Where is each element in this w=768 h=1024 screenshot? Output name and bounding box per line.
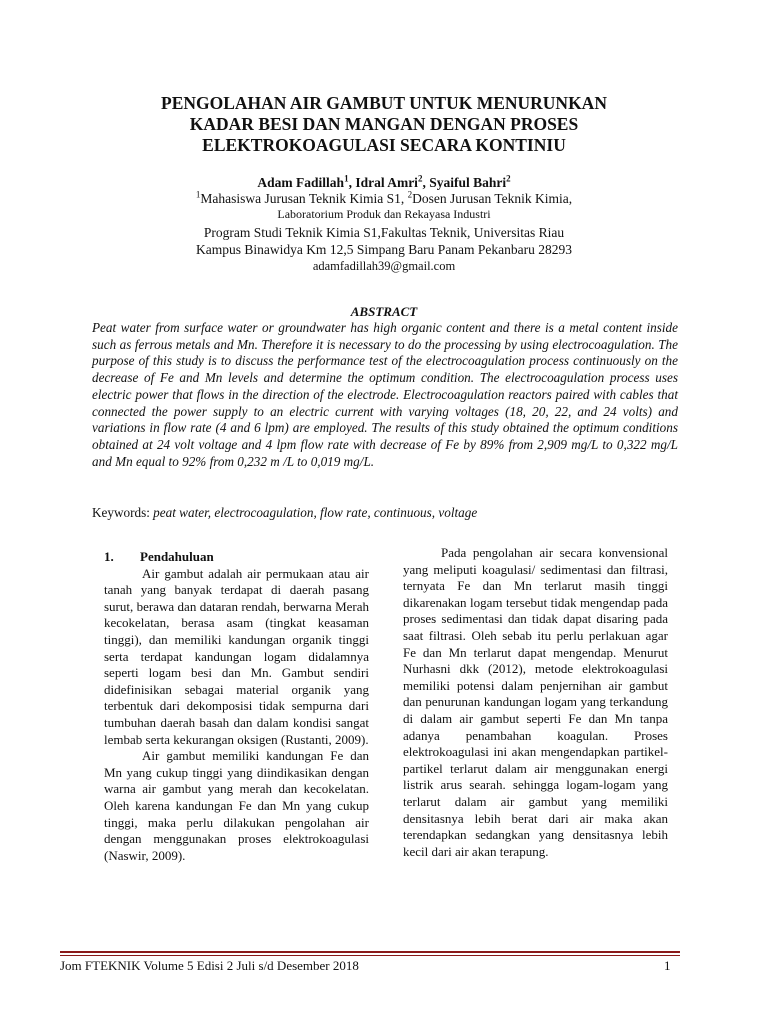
footer-rule-thick — [60, 951, 680, 953]
title-line-3: ELEKTROKOAGULASI SECARA KONTINIU — [202, 135, 566, 155]
paragraph-1: Air gambut adalah air permukaan atau air tanah yang banyak terdapat di daerah pasang surut, berawa dan dataran rendah, berwarna Merah kecokelatan, berasa asam (tingkat keasaman tinggi), dan memiliki kandungan organik tinggi serta terdapat kandungan logam didalamnya seperti logam besi dan Mn. Gambut sendiri didefinisikan sebagai material organik yang terbentuk dari dekomposisi tidak sempurna dari tumbuhan daerah basah dan dalam kondisi sangat lembab serta kekurangan oksigen (Rustanti, 2009). — [104, 565, 369, 747]
keywords-label: Keywords: — [92, 505, 154, 520]
affiliation-line-1: $^1$Mahasiswa Jurusan Teknik Kimia S1, $^2$Dosen Jurusan Teknik Kimia, — [195, 189, 573, 206]
keywords-list: peat water, electrocoagulation, flow rate, continuous, voltage — [153, 505, 478, 520]
author-1: Adam Fadillah — [257, 175, 345, 190]
section-heading — [104, 549, 369, 566]
footer-rule-thin — [60, 955, 680, 956]
keywords-line — [92, 505, 678, 521]
section-title: Pendahuluan — [140, 549, 214, 564]
footer-journal: Jom FTEKNIK Volume 5 Edisi 2 Juli s/d Desember 2018 — [60, 958, 359, 973]
author-list: Adam Fadillah$^1$, Idral Amri$^2$, Syaiful Bahri$^2$ — [257, 173, 511, 190]
title-line-1: PENGOLAHAN AIR GAMBUT UNTUK MENURUNKAN — [161, 93, 607, 113]
left-column — [104, 549, 369, 864]
abstract-heading: ABSTRACT — [350, 304, 418, 319]
title-line-2: KADAR BESI DAN MANGAN DENGAN PROSES — [189, 114, 579, 134]
paper-title — [60, 93, 708, 156]
author-email: adamfadillah39@gmail.com — [312, 259, 456, 273]
page-number: 1 — [664, 958, 671, 973]
abstract-body: Peat water from surface water or groundwater has high organic content and there is a metal content inside such as ferrous metals and Mn. Therefore it is necessary to do the processing by using electrocoagulation. The purpose of this study is to discuss the performance test of the electrocoagulation process continuously on the decrease of Fe and Mn levels and determine the optimum condition. The electrocoagulation process uses electric power that flows in the direction of the electrode. Electrocoagulation reactors paired with cables that connected the power supply to an electric current with varying voltages (18, 20, 22, and 24 volts) and variations in flow rate (4 and 6 lpm) are employed. The results of this study obtained the optimum conditions obtained at 24 volt voltage and 4 lpm flow rate with decrease of Fe by 89% from 2,909 mg/L to 0,322 mg/L and Mn equal to 92% from 0,232 m /L to 0,019 mg/L. — [92, 320, 678, 469]
author-2: Idral Amri — [355, 175, 418, 190]
author-3: Syaiful Bahri — [429, 175, 507, 190]
paragraph-2: Air gambut memiliki kandungan Fe dan Mn yang cukup tinggi yang diindikasikan dengan warna air gambut yang merah dan kecokelatan. Oleh karena kandungan Fe dan Mn yang cukup tinggi, maka perlu dilakukan pengolahan air dengan menggunakan proses elektrokoagulasi (Naswir, 2009). — [104, 748, 369, 863]
affiliation-line-2: Laboratorium Produk dan Rekayasa Industri — [277, 207, 491, 221]
right-column — [403, 545, 668, 860]
section-number: 1. — [104, 549, 114, 564]
affiliation-line-3: Program Studi Teknik Kimia S1,Fakultas Teknik, Universitas Riau — [203, 225, 565, 240]
affiliation-line-4: Kampus Binawidya Km 12,5 Simpang Baru Panam Pekanbaru 28293 — [195, 242, 573, 257]
paragraph-3: Pada pengolahan air secara konvensional yang meliputi koagulasi/ sedimentasi dan filtrasi, ternyata Fe dan Mn terlarut masih tinggi dikarenakan logam tersebut tidak mengendap pada proses sedimentasi dan tidak dapat disaring pada saat filtrasi. Oleh sebab itu perlu perlakuan agar Fe dan Mn terlarut dapat mengendap. Menurut Nurhasni dkk (2012), metode elektrokoagulasi memiliki potensi dalam penjernihan air gambut dan penurunan kandungan logam yang terkandung di dalam air gambut seperti Fe dan Mn tanpa adanya penambahan koagulan. Proses elektrokoagulasi ini akan mengendapkan partikel-partikel terlarut dalam air menggunakan energi listrik arus searah. sehingga logam-logam yang terlarut dalam air gambut yang memiliki densitasnya lebih berat dari air maka akan terendapkan sedangkan yang densitasnya lebih kecil dari air akan terapung. — [403, 545, 668, 859]
